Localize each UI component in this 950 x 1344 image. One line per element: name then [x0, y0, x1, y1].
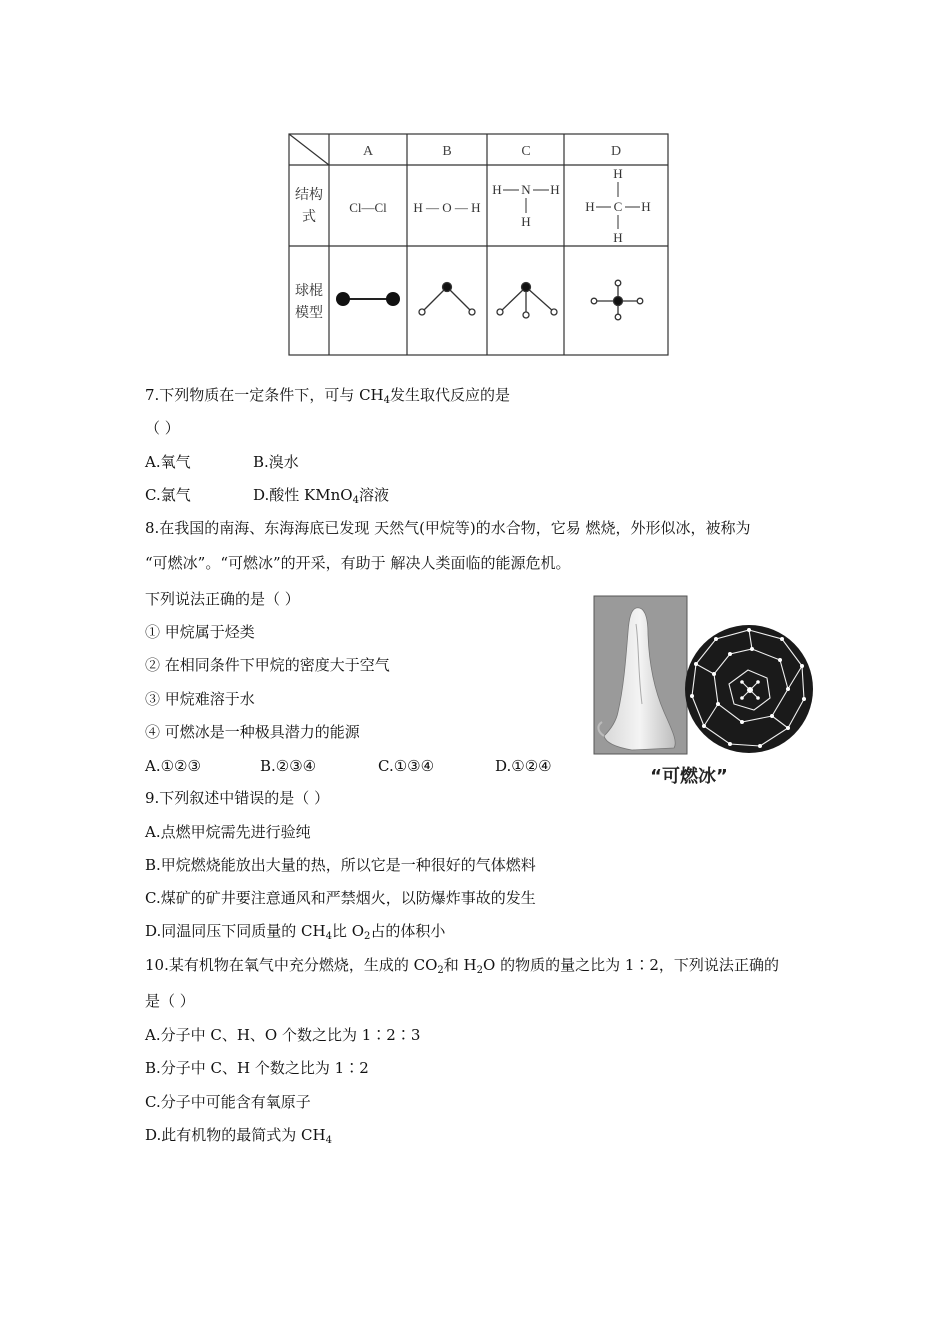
q10-option-a: A.分子中 C、H、O 个数之比为 1∶2∶3	[145, 1026, 421, 1044]
svg-text:H: H	[613, 230, 623, 245]
q7-option-b: B.溴水	[253, 453, 299, 471]
q9-stem: 9.下列叙述中错误的是（ ）	[145, 789, 330, 807]
formula-c	[492, 182, 559, 229]
q8-item-3: ③ 甲烷难溶于水	[145, 690, 255, 708]
q8-stem-line3: 下列说法正确的是（ ）	[145, 590, 300, 608]
svg-text:H: H	[613, 166, 623, 181]
col-header-b: B	[442, 144, 452, 159]
q7-option-a: A.氧气	[145, 453, 191, 471]
row-label-structure-2: 式	[302, 210, 316, 225]
q10-option-d: D.此有机物的最简式为 $CH_4$	[145, 1126, 332, 1146]
q7-paren: （ ）	[145, 419, 180, 437]
svg-text:C: C	[613, 199, 623, 214]
model-b-h2o	[419, 283, 475, 316]
svg-text:H: H	[641, 199, 651, 214]
model-a-cl2	[336, 292, 400, 306]
q8-option-a: A.①②③	[145, 757, 201, 775]
q9-option-d: D.同温同压下同质量的 $CH_4$比 $O_2$占的体积小	[145, 922, 446, 942]
q8-stem-line1: 8.在我国的南海、东海海底已发现 天然气(甲烷等)的水合物，它易 燃烧，外形似冰，被称为	[145, 519, 751, 537]
svg-text:H: H	[521, 214, 531, 229]
q7-stem: 7.下列物质在一定条件下，可与 $CH_4$发生取代反应的是	[145, 386, 511, 406]
col-header-a: A	[362, 144, 374, 159]
q10-stem-line1: 10.某有机物在氧气中充分燃烧，生成的 $CO_2$和 $H_2O$ 的物质的量之比为 1∶2，下列说法正确的	[145, 956, 779, 976]
q8-item-2: ② 在相同条件下甲烷的密度大于空气	[145, 656, 390, 674]
col-header-c: C	[521, 144, 531, 159]
q8-option-d: D.①②④	[495, 757, 552, 775]
molecule-table	[288, 133, 670, 357]
q10-stem-line2: 是（ ）	[145, 992, 195, 1010]
model-d-ch4	[591, 280, 643, 320]
q9-option-b: B.甲烷燃烧能放出大量的热，所以它是一种很好的气体燃料	[145, 856, 536, 874]
q9-option-c: C.煤矿的矿井要注意通风和严禁烟火，以防爆炸事故的发生	[145, 889, 536, 907]
svg-text:H: H	[550, 182, 560, 197]
q8-option-c: C.①③④	[378, 757, 435, 775]
q7-option-d: D.酸性 KMnO$_4$溶液	[253, 486, 389, 506]
formula-d	[585, 166, 650, 245]
q10-option-c: C.分子中可能含有氧原子	[145, 1093, 311, 1111]
formula-b: H — O — H	[413, 200, 481, 215]
q8-option-b: B.②③④	[260, 757, 317, 775]
row-label-model-2: 模型	[295, 306, 323, 321]
svg-text:H: H	[492, 182, 502, 197]
combustible-ice-figure	[592, 594, 817, 794]
model-c-nh3	[497, 283, 557, 319]
q8-stem-line2: “可燃冰”。“可燃冰”的开采，有助于 解决人类面临的能源危机。	[145, 554, 571, 572]
q8-item-1: ① 甲烷属于烃类	[145, 623, 255, 641]
col-header-d: D	[610, 144, 622, 159]
svg-text:H: H	[585, 199, 595, 214]
figure-caption: “可燃冰”	[650, 766, 728, 787]
clathrate-cage	[685, 625, 813, 753]
q10-option-b: B.分子中 C、H 个数之比为 1∶2	[145, 1059, 369, 1077]
q7-option-c: C.氯气	[145, 486, 191, 504]
q9-option-a: A.点燃甲烷需先进行验纯	[145, 823, 311, 841]
svg-text:N: N	[521, 182, 531, 197]
row-label-model: 球棍	[295, 284, 323, 299]
row-label-structure: 结构	[295, 188, 323, 203]
formula-a: Cl—Cl	[349, 200, 387, 215]
q8-item-4: ④ 可燃冰是一种极具潜力的能源	[145, 723, 360, 741]
